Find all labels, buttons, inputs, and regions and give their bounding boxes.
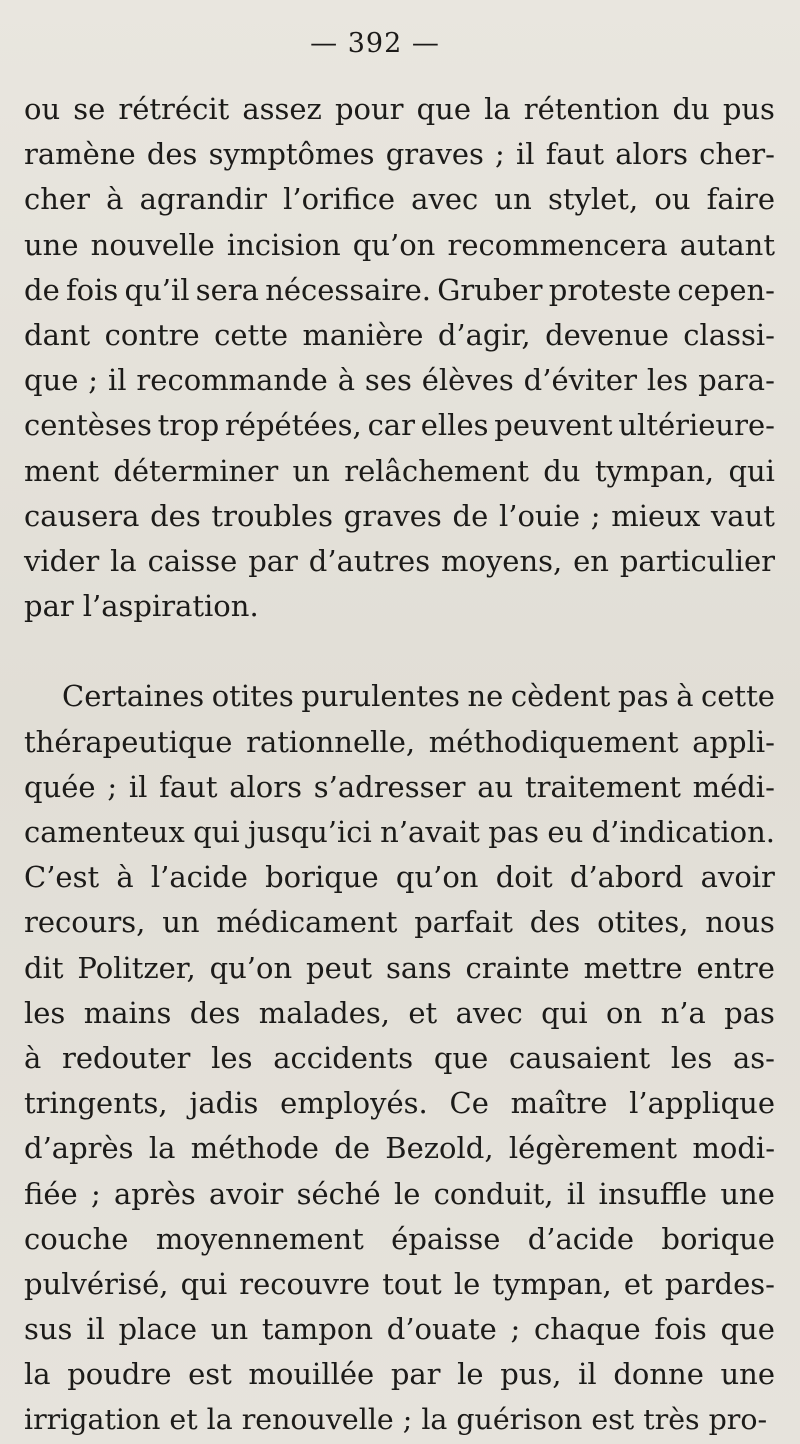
word: des [529, 905, 581, 939]
word: graves [385, 137, 484, 171]
word: redouter [62, 1041, 191, 1075]
word: peuvent [494, 408, 613, 442]
word: recouvre [239, 1267, 371, 1301]
word: très [643, 1403, 700, 1436]
word: alors [229, 770, 302, 804]
word: tout [382, 1267, 442, 1301]
word: il [128, 770, 148, 804]
word: d’éviter [523, 363, 637, 397]
word: appli- [692, 725, 775, 759]
word: fiée [24, 1177, 78, 1211]
word: cepen- [677, 273, 775, 307]
word: avoir [209, 1177, 284, 1211]
text-line [24, 494, 775, 538]
word: car [367, 408, 415, 442]
word: qu’on [209, 951, 293, 985]
word: par [390, 1357, 441, 1391]
word: pus [722, 92, 775, 126]
word: la [484, 92, 511, 126]
word: alors [615, 137, 688, 171]
word: un [292, 454, 330, 488]
word: borique [265, 860, 379, 894]
word: une [24, 228, 79, 262]
word: pardes- [664, 1267, 775, 1301]
word: de [24, 273, 60, 307]
word: mieux [611, 499, 701, 533]
word: rétrécit [118, 92, 230, 126]
word: est [591, 1403, 635, 1436]
text-line [24, 1262, 775, 1306]
word: camenteux [24, 815, 185, 849]
word: d’après [24, 1131, 134, 1165]
word: que [720, 1312, 775, 1346]
word: nouvelle [90, 228, 215, 262]
word: avoir [700, 860, 775, 894]
text-line [24, 1398, 776, 1442]
word: ment [24, 454, 99, 488]
word: chaque [534, 1312, 641, 1346]
word: manière [302, 318, 424, 352]
word: un [162, 905, 200, 939]
word: ramène [24, 137, 136, 171]
word: qu’il [124, 273, 190, 307]
word: les [646, 363, 689, 397]
word: employés. [280, 1086, 428, 1120]
word: mettre [583, 951, 683, 985]
word: d’acide [527, 1222, 635, 1256]
word: assez [242, 92, 322, 126]
word: après [113, 1177, 196, 1211]
text-line [24, 268, 775, 312]
word: le [457, 1357, 484, 1391]
word: l’applique [629, 1086, 775, 1120]
word: proteste [548, 273, 672, 307]
text-line [24, 177, 775, 221]
word: ne [467, 679, 504, 713]
word: la [206, 1403, 233, 1436]
word: mouillée [248, 1357, 375, 1391]
word: de [334, 1131, 370, 1165]
word: d’ouate [386, 1312, 497, 1346]
word: que [24, 363, 79, 397]
word: à [337, 363, 356, 397]
word: dant [24, 318, 91, 352]
word: ou [654, 182, 691, 216]
word: classi- [683, 318, 775, 352]
word: en [573, 544, 609, 578]
word: cette [701, 679, 775, 713]
text-line [24, 132, 775, 176]
word: tympan, [594, 454, 715, 488]
word: médicament [216, 905, 398, 939]
word: Bezold, [385, 1131, 494, 1165]
word: de [452, 499, 489, 533]
text-line [62, 674, 775, 718]
word: d’indication. [591, 815, 775, 849]
word: ; [402, 1403, 413, 1436]
word: C’est [24, 860, 100, 894]
word: à [24, 1041, 42, 1075]
word: des [189, 996, 241, 1030]
word: il [107, 363, 127, 397]
word: ; [107, 770, 118, 804]
word: tringents, [24, 1086, 168, 1120]
word: dit [24, 951, 64, 985]
word: centèses [24, 408, 152, 442]
word: une [720, 1357, 775, 1391]
word: para- [698, 363, 775, 397]
text-line [24, 1081, 775, 1125]
text-line [24, 991, 775, 1035]
word: relâchement [344, 454, 529, 488]
word: séché [296, 1177, 381, 1211]
word: pas [724, 996, 775, 1030]
word: cher [24, 182, 90, 216]
text-line [24, 313, 775, 357]
text-line [24, 900, 775, 944]
word: elles [420, 408, 489, 442]
word: élèves [421, 363, 514, 397]
word: l’orifice [283, 182, 395, 216]
word: pus, [500, 1357, 562, 1391]
word: purulentes [301, 679, 460, 713]
word: avec [411, 182, 479, 216]
text-line [24, 1036, 775, 1080]
word: est [188, 1357, 232, 1391]
word: rationnelle, [246, 725, 416, 759]
text-line [24, 1352, 775, 1396]
word: tampon [261, 1312, 374, 1346]
word: n’a [660, 996, 706, 1030]
word: cher- [699, 137, 775, 171]
text-line [24, 223, 775, 267]
word: des [150, 499, 201, 533]
text-line [24, 810, 775, 854]
word: Gruber [437, 273, 543, 307]
word: l’aspiration. [82, 589, 259, 623]
word: la [24, 1357, 51, 1391]
word: recommande [136, 363, 328, 397]
word: mains [83, 996, 172, 1030]
word: à [116, 860, 134, 894]
word: couche [24, 1222, 129, 1256]
word: ou [24, 92, 61, 126]
word: la [421, 1403, 448, 1436]
word: contre [104, 318, 200, 352]
word: et [408, 996, 438, 1030]
word: donne [613, 1357, 704, 1391]
word: pas [488, 815, 540, 849]
text-line [24, 1217, 775, 1261]
word: qui [193, 815, 240, 849]
word: rétention [523, 92, 660, 126]
word: Politzer, [77, 951, 196, 985]
text-line [24, 946, 775, 990]
word: et [169, 1403, 198, 1436]
word: au [477, 770, 514, 804]
text-line [24, 358, 775, 402]
text-line [24, 1172, 775, 1216]
word: les [670, 1041, 713, 1075]
word: vaut [710, 499, 775, 533]
text-line [24, 584, 268, 628]
word: qui [180, 1267, 228, 1301]
word: une [720, 1177, 775, 1211]
word: des [146, 137, 198, 171]
word: conduit, [433, 1177, 554, 1211]
text-line [24, 1126, 775, 1170]
word: irrigation [24, 1403, 161, 1436]
word: recommencera [447, 228, 668, 262]
word: cèdent [510, 679, 611, 713]
word: un [494, 182, 532, 216]
word: épaisse [391, 1222, 501, 1256]
word: place [118, 1312, 198, 1346]
word: méthodiquement [428, 725, 679, 759]
word: devenue [545, 318, 669, 352]
word: eu [547, 815, 584, 849]
text-line [24, 1307, 775, 1351]
word: malades, [258, 996, 390, 1030]
word: moyens, [440, 544, 563, 578]
word: les [211, 1041, 253, 1075]
word: jadis [189, 1086, 259, 1120]
word: particulier [619, 544, 775, 578]
word: autant [679, 228, 775, 262]
word: à [106, 182, 124, 216]
page-number: — 392 — [310, 28, 440, 59]
word: du [672, 92, 710, 126]
word: quée [24, 770, 96, 804]
word: la [110, 544, 137, 578]
word: d’abord [569, 860, 684, 894]
word: ; [88, 363, 99, 397]
word: incision [226, 228, 341, 262]
text-line [24, 720, 775, 764]
word: causaient [509, 1041, 651, 1075]
word: cette [214, 318, 288, 352]
word: ; [590, 499, 601, 533]
word: il [515, 137, 535, 171]
word: renouvelle [241, 1403, 394, 1436]
word: par [24, 589, 74, 623]
word: vider [24, 544, 100, 578]
word: peut [306, 951, 373, 985]
word: ; [495, 137, 505, 171]
word: nous [705, 905, 775, 939]
word: faire [706, 182, 775, 216]
word: un [210, 1312, 249, 1346]
word: doit [495, 860, 553, 894]
word: du [543, 454, 581, 488]
word: médi- [692, 770, 775, 804]
word: qu’on [352, 228, 436, 262]
word: agrandir [139, 182, 267, 216]
word: symptômes [208, 137, 375, 171]
word: ultérieure- [618, 408, 775, 442]
word: faut [159, 770, 218, 804]
word: sera [195, 273, 259, 307]
word: troubles [211, 499, 333, 533]
word: d’agir, [437, 318, 531, 352]
word: trop [157, 408, 220, 442]
word: poudre [67, 1357, 172, 1391]
word: d’autres [308, 544, 431, 578]
word: parfait [414, 905, 513, 939]
word: avec [455, 996, 523, 1030]
word: la [148, 1131, 176, 1165]
word: l’acide [150, 860, 248, 894]
word: faut [545, 137, 605, 171]
word: il [578, 1357, 597, 1391]
word: maître [510, 1086, 608, 1120]
word: il [566, 1177, 586, 1211]
text-line [24, 855, 775, 899]
word: qu’on [395, 860, 479, 894]
word: il [86, 1312, 105, 1346]
word: et [623, 1267, 653, 1301]
word: le [453, 1267, 481, 1301]
word: nécessaire. [265, 273, 432, 307]
word: otites, [597, 905, 689, 939]
word: thérapeutique [24, 725, 233, 759]
text-line [24, 765, 775, 809]
word: pour [334, 92, 404, 126]
word: pas [617, 679, 669, 713]
text-line [24, 87, 775, 131]
word: Certaines [62, 679, 205, 713]
word: guérison [456, 1403, 583, 1436]
word: répétées, [224, 408, 362, 442]
word: accidents [273, 1041, 414, 1075]
word: qui [541, 996, 588, 1030]
word: les [24, 996, 66, 1030]
word: n’avait [380, 815, 480, 849]
word: graves [343, 499, 442, 533]
word: entre [696, 951, 775, 985]
word: ; [510, 1312, 521, 1346]
word: déterminer [113, 454, 279, 488]
word: caisse [147, 544, 238, 578]
word: traitement [524, 770, 681, 804]
word: modi- [692, 1131, 775, 1165]
word: que [416, 92, 472, 126]
word: sus [24, 1312, 73, 1346]
word: ses [364, 363, 412, 397]
word: crainte [465, 951, 570, 985]
text-line [24, 449, 775, 493]
word: que [433, 1041, 489, 1075]
word: as- [732, 1041, 775, 1075]
word: causera [24, 499, 140, 533]
word: on [606, 996, 643, 1030]
word: pulvérisé, [24, 1267, 169, 1301]
word: borique [661, 1222, 775, 1256]
word: à [676, 679, 694, 713]
word: légèrement [508, 1131, 678, 1165]
word: par [248, 544, 298, 578]
word: s’adresser [313, 770, 466, 804]
word: stylet, [547, 182, 639, 216]
word: moyennement [155, 1222, 364, 1256]
word: jusqu’ici [247, 815, 372, 849]
word: l’ouie [498, 499, 581, 533]
word: méthode [190, 1131, 319, 1165]
text-line [24, 403, 775, 447]
word: ; [90, 1177, 101, 1211]
word: fois [654, 1312, 707, 1346]
word: tympan, [492, 1267, 612, 1301]
text-line [24, 539, 775, 583]
word: qui [728, 454, 775, 488]
word: recours, [24, 905, 146, 939]
word: Ce [449, 1086, 489, 1120]
word: se [73, 92, 106, 126]
word: pro- [708, 1403, 768, 1436]
word: fois [65, 273, 119, 307]
word: otites [211, 679, 294, 713]
word: insuffle [598, 1177, 708, 1211]
word: sans [385, 951, 452, 985]
word: le [393, 1177, 421, 1211]
